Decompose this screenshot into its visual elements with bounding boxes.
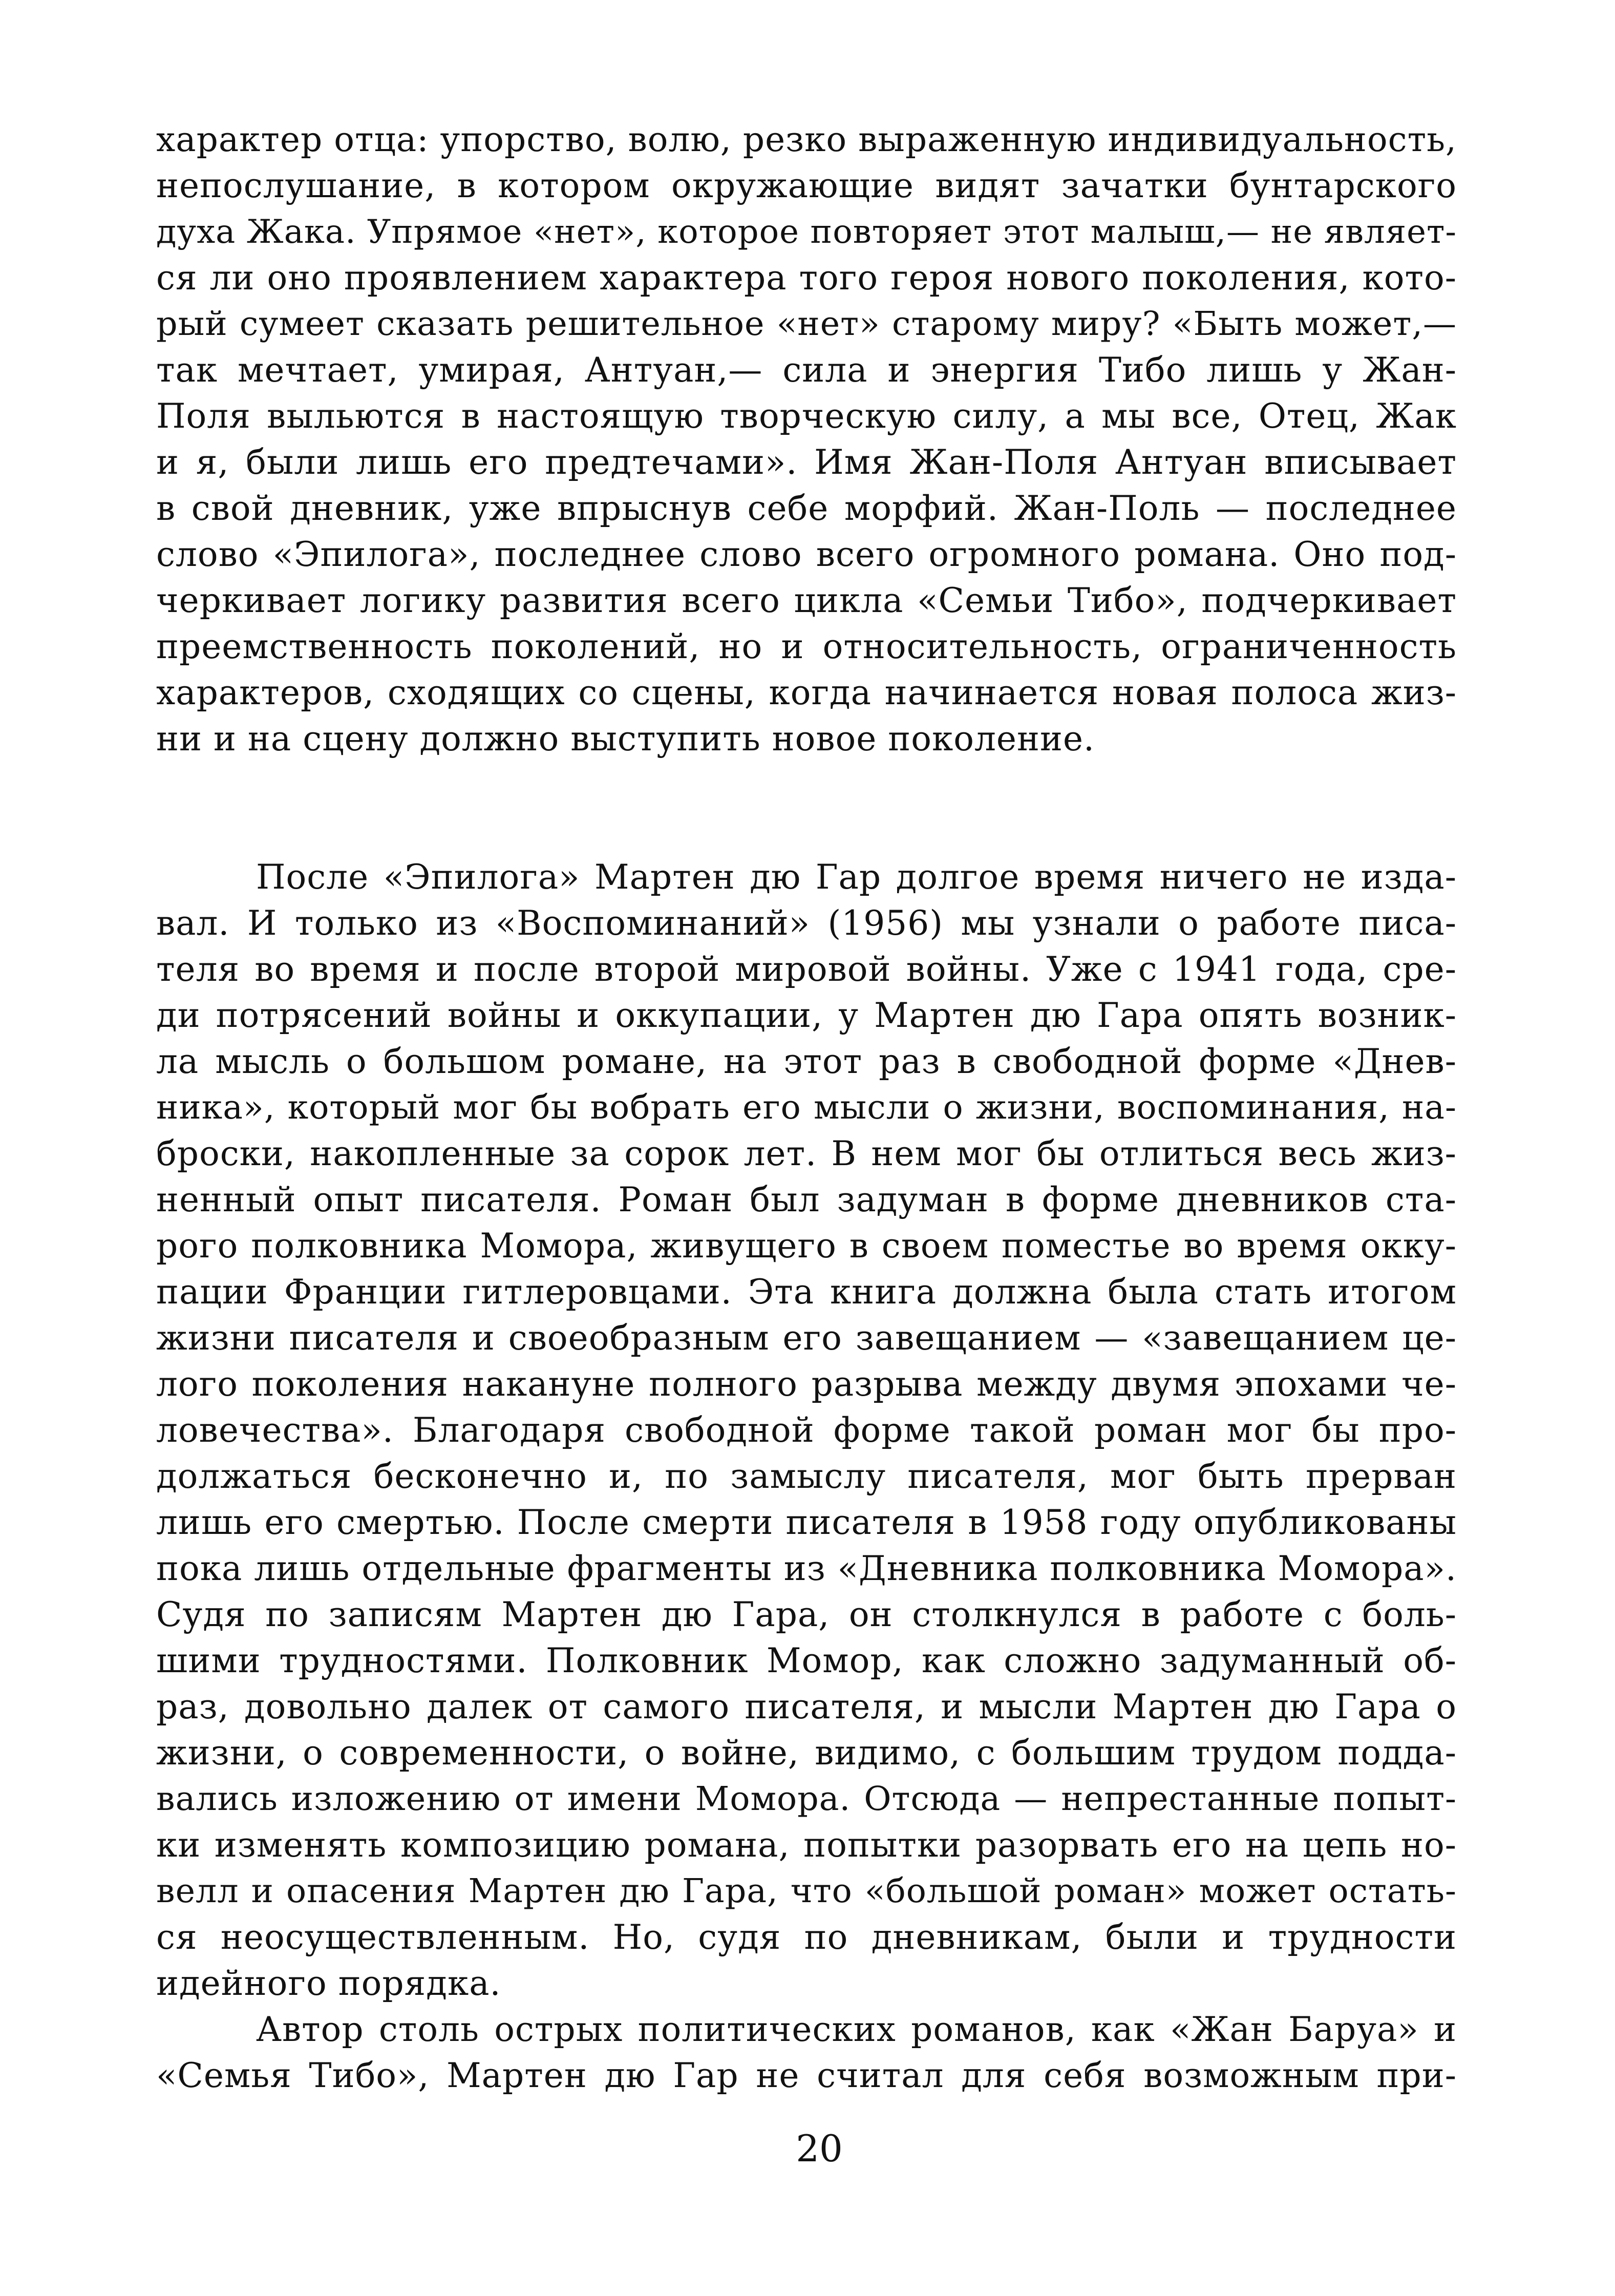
text-line: вал. И только из «Воспоминаний» (1956) мы узнали о работе писа-: [156, 903, 1457, 943]
text-line: ненный опыт писателя. Роман был задуман в форме дневников ста-: [156, 1180, 1457, 1219]
text-line: в свой дневник, уже впрыснув себе морфий. Жан-Поль — последнее: [156, 489, 1457, 528]
text-line: ки изменять композицию романа, попытки разорвать его на цепь но-: [156, 1825, 1457, 1865]
text-line: духа Жака. Упрямое «нет», которое повторяет этот малыш,— не являет-: [156, 213, 1457, 251]
text-line: рого полковника Момора, живущего в своем поместье во время окку-: [156, 1226, 1457, 1266]
text-line: и я, были лишь его предтечами». Имя Жан-Поля Антуан вписывает: [156, 443, 1457, 482]
text-line: ся ли оно проявлением характера того героя нового поколения, кото-: [156, 258, 1457, 298]
text-line: Поля выльются в настоящую творческую силу, а мы все, Отец, Жак: [156, 396, 1457, 436]
text-line: вались изложению от имени Момора. Отсюда — непрестанные попыт-: [156, 1780, 1457, 1818]
text-line: ни и на сцену должно выступить новое поколение.: [156, 719, 1095, 759]
text-line: рый сумеет сказать решительное «нет» старому миру? «Быть может,—: [156, 305, 1457, 343]
text-line: характеров, сходящих со сцены, когда начинается новая полоса жиз-: [156, 673, 1457, 712]
text-line: ди потрясений войны и оккупации, у Мартен дю Гара опять возник-: [156, 996, 1457, 1035]
text-line: Автор столь острых политических романов, как «Жан Баруа» и: [256, 2010, 1457, 2049]
text-line: пока лишь отдельные фрагменты из «Дневника полковника Момора».: [156, 1549, 1457, 1588]
text-line: характер отца: упорство, волю, резко выраженную индивидуальность,: [156, 120, 1457, 159]
text-line: лишь его смертью. После смерти писателя в 1958 году опубликованы: [156, 1503, 1457, 1542]
text-line: раз, довольно далек от самого писателя, и мысли Мартен дю Гара о: [156, 1687, 1457, 1726]
text-line: ла мысль о большом романе, на этот раз в свободной форме «Днев-: [156, 1042, 1457, 1081]
text-line: После «Эпилога» Мартен дю Гар долгое время ничего не изда-: [256, 857, 1457, 897]
text-line: ся неосуществленным. Но, судя по дневникам, были и трудности: [156, 1918, 1457, 1957]
page-number: 20: [796, 2127, 843, 2170]
text-line: ника», который мог бы вобрать его мысли о жизни, воспоминания, на-: [156, 1088, 1457, 1127]
text-line: жизни писателя и своеобразным его завещанием — «завещанием це-: [156, 1318, 1457, 1358]
text-line: должаться бесконечно и, по замыслу писателя, мог быть прерван: [156, 1457, 1457, 1496]
text-line: «Семья Тибо», Мартен дю Гар не считал для себя возможным при-: [156, 2056, 1457, 2095]
text-line: пации Франции гитлеровцами. Эта книга должна была стать итогом: [156, 1272, 1457, 1312]
paragraph-3: [156, 2007, 1457, 2099]
text-line: идейного порядка.: [156, 1964, 501, 2003]
text-line: шими трудностями. Полковник Момор, как сложно задуманный об-: [156, 1641, 1457, 1680]
text-line: броски, накопленные за сорок лет. В нем мог бы отлиться весь жиз-: [156, 1134, 1457, 1173]
text-line: жизни, о современности, о войне, видимо, с большим трудом подда-: [156, 1733, 1457, 1773]
text-line: Судя по записям Мартен дю Гара, он столкнулся в работе с боль-: [156, 1595, 1457, 1634]
text-line: непослушание, в котором окружающие видят зачатки бунтарского: [156, 166, 1457, 205]
text-line: черкивает логику развития всего цикла «Семьи Тибо», подчеркивает: [156, 581, 1457, 620]
text-line: теля во время и после второй мировой войны. Уже с 1941 года, сре-: [156, 950, 1457, 989]
paragraph-1: [156, 117, 1457, 762]
paragraph-2: [156, 854, 1457, 2007]
text-line: велл и опасения Мартен дю Гара, что «большой роман» может остать-: [156, 1872, 1457, 1910]
text-line: лого поколения накануне полного разрыва между двумя эпохами че-: [156, 1364, 1457, 1404]
text-line: слово «Эпилога», последнее слово всего огромного романа. Оно под-: [156, 535, 1457, 574]
text-line: преемственность поколений, но и относительность, ограниченность: [156, 627, 1457, 666]
text-line: ловечества». Благодаря свободной форме такой роман мог бы про-: [156, 1410, 1457, 1450]
text-line: так мечтает, умирая, Антуан,— сила и энергия Тибо лишь у Жан-: [156, 350, 1457, 390]
